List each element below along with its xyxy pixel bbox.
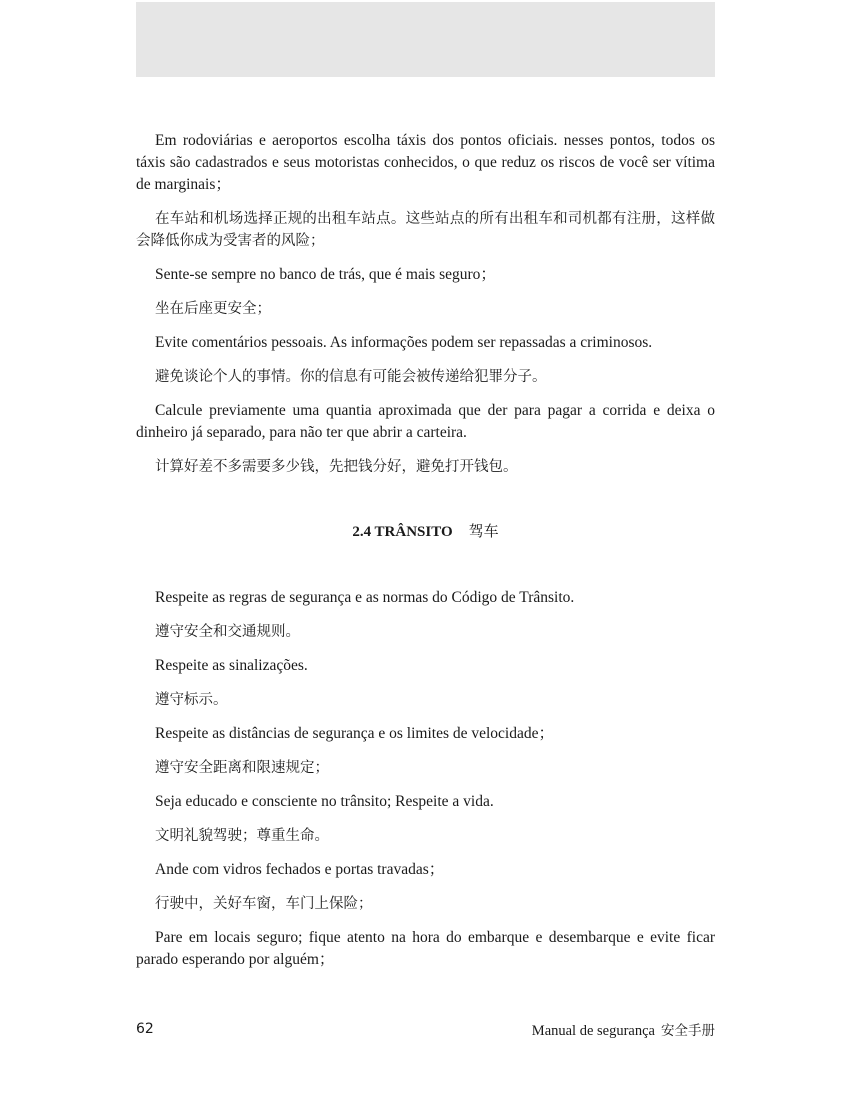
section-heading — [136, 520, 715, 543]
section-taxi-text — [136, 130, 715, 478]
footer-title-cn: 安全手册 — [661, 1023, 715, 1039]
paragraph-cn: 计算好差不多需要多少钱，先把钱分好，避免打开钱包。 — [155, 459, 518, 475]
paragraph: Ande com vidros fechados e portas travadas； — [155, 861, 445, 878]
paragraph-cn: 遵守安全距离和限速规定； — [155, 760, 329, 776]
paragraph-cn: 在车站和机场选择正规的出租车站点。这些站点的所有出租车和司机都有注册，这样做会降低你成为受害者的风险； — [136, 211, 715, 249]
paragraph: Seja educado e consciente no trânsito; Respeite a vida. — [155, 793, 494, 810]
paragraph-cn: 行驶中，关好车窗，车门上保险； — [155, 896, 373, 912]
paragraph: Em rodoviárias e aeroportos escolha táxis dos pontos oficiais. nesses pontos, todos os táxis são cadastrados e seus motoristas conhecidos, o que reduz os riscos de você ser vítima de marginais； — [136, 132, 715, 193]
paragraph: Evite comentários pessoais. As informações podem ser repassadas a criminosos. — [155, 334, 653, 351]
header-band — [136, 2, 715, 77]
footer-title: Manual de segurança — [531, 1023, 655, 1039]
paragraph: Sente-se sempre no banco de trás, que é mais seguro； — [155, 266, 496, 283]
paragraph: Pare em locais seguro; fique atento na hora do embarque e desembarque e evite ficar parado esperando por alguém； — [136, 929, 715, 968]
paragraph-cn: 坐在后座更安全； — [155, 301, 271, 317]
paragraph: Respeite as distâncias de segurança e os limites de velocidade； — [155, 725, 554, 742]
paragraph-cn: 遵守安全和交通规则。 — [155, 624, 300, 640]
section-traffic-text — [136, 587, 715, 971]
paragraph: Respeite as regras de segurança e as normas do Código de Trânsito. — [155, 589, 575, 606]
section-title: 2.4 TRÂNSITO — [352, 524, 453, 540]
paragraph: Calcule previamente uma quantia aproximada que der para pagar a corrida e deixa o dinheiro já separado, para não ter que abrir a carteira. — [136, 402, 715, 441]
page-number: 62 — [136, 1021, 154, 1037]
paragraph-cn: 避免谈论个人的事情。你的信息有可能会被传递给犯罪分子。 — [155, 369, 547, 385]
running-footer — [532, 1019, 715, 1040]
paragraph: Respeite as sinalizações. — [155, 657, 308, 674]
paragraph-cn: 遵守标示。 — [155, 692, 228, 708]
paragraph-cn: 文明礼貌驾驶；尊重生命。 — [155, 828, 329, 844]
section-title-cn: 驾车 — [468, 522, 499, 540]
